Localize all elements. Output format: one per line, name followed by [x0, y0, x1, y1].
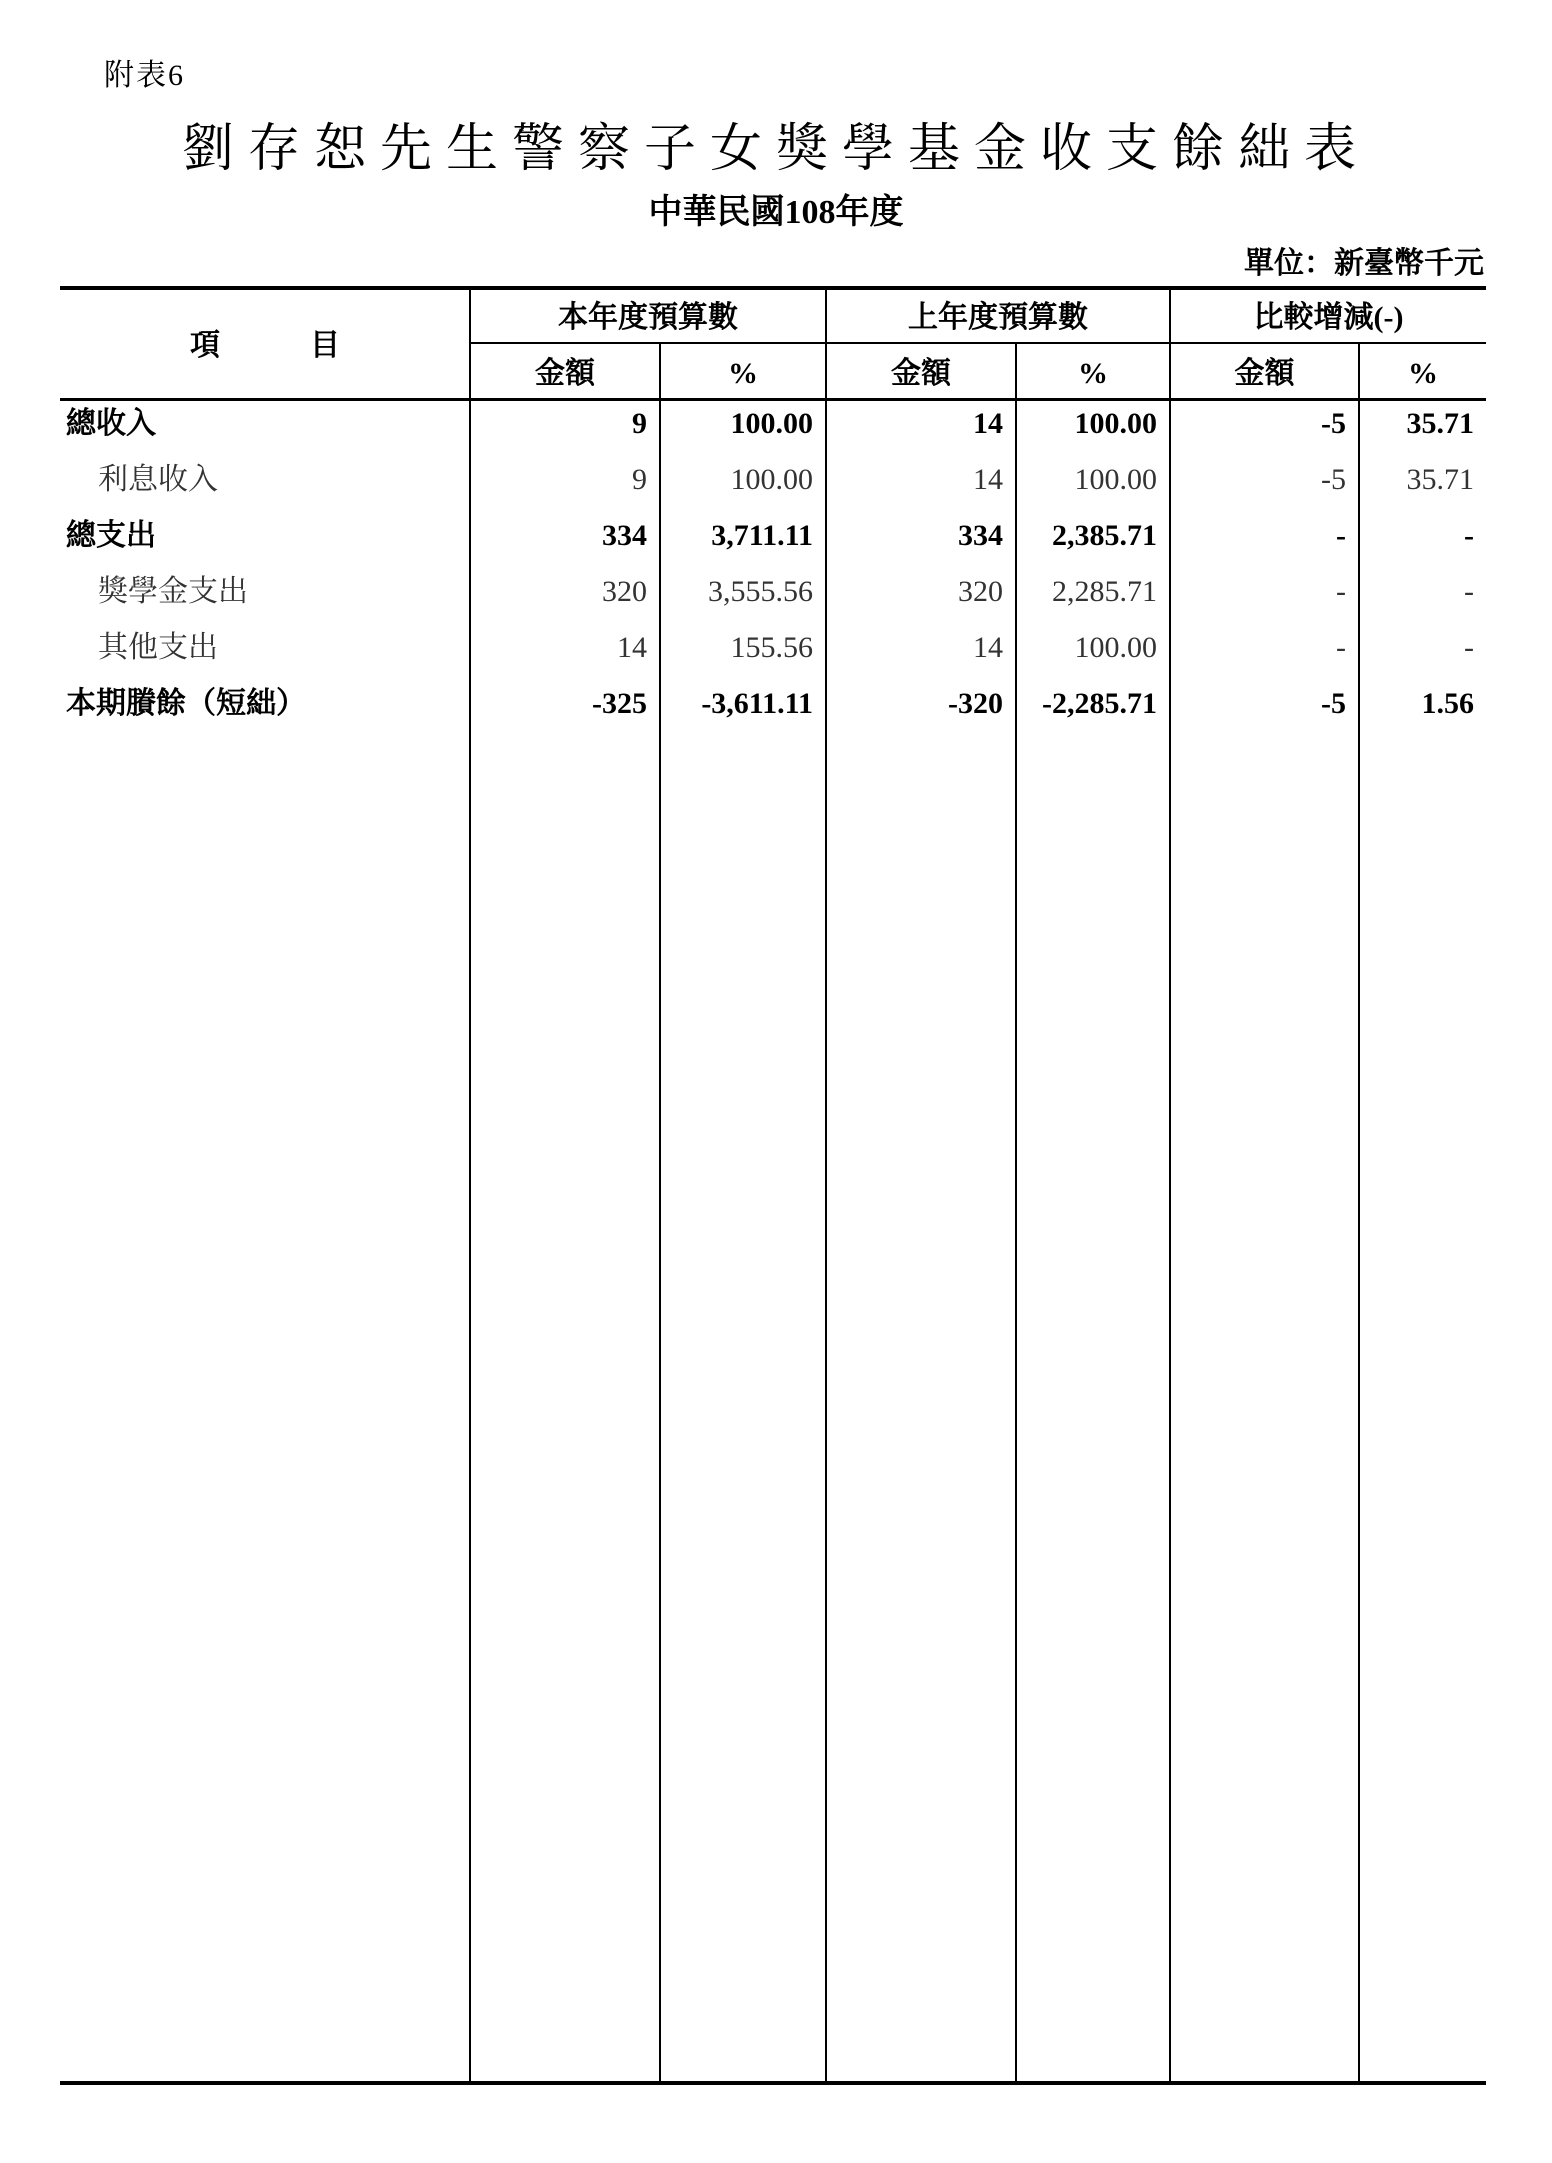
fiscal-year: 中華民國108年度 [648, 194, 904, 231]
row-label: 獎學金支出 [98, 575, 248, 608]
previous-percent: -2,285.71 [1042, 687, 1157, 720]
row-label: 其他支出 [98, 631, 218, 664]
previous-amount: 14 [973, 407, 1003, 440]
change-percent: 1.56 [1421, 687, 1474, 720]
current-percent: 3,555.56 [708, 575, 813, 608]
previous-amount: 334 [958, 519, 1003, 552]
current-percent: 3,711.11 [711, 519, 813, 552]
previous-amount: -320 [948, 687, 1003, 720]
previous-percent: 2,285.71 [1052, 575, 1157, 608]
change-percent: - [1464, 519, 1474, 552]
row-label: 本期賸餘（短絀） [66, 687, 306, 720]
previous-amount: 14 [973, 631, 1003, 664]
table-bottom-rule [60, 2081, 1486, 2085]
col-divider-5 [1169, 288, 1171, 2082]
appendix-label: 附表6 [104, 59, 185, 92]
current-amount: 320 [602, 575, 647, 608]
header-previous-amount: 金額 [891, 357, 951, 390]
change-amount: -5 [1321, 687, 1346, 720]
header-current-percent: % [728, 357, 758, 390]
header-change: 比較增減(-) [1253, 301, 1404, 334]
row-label: 總收入 [66, 407, 156, 440]
table-top-rule [60, 286, 1486, 290]
header-change-percent: % [1408, 357, 1438, 390]
change-amount: - [1336, 519, 1346, 552]
header-bottom-rule [60, 398, 1486, 401]
header-item: 項 目 [190, 329, 340, 362]
header-mid-rule [470, 342, 1486, 344]
current-amount: 9 [632, 407, 647, 440]
current-percent: 155.56 [730, 631, 813, 664]
previous-percent: 100.00 [1074, 631, 1157, 664]
current-percent: 100.00 [730, 463, 813, 496]
row-label: 總支出 [66, 519, 156, 552]
change-percent: 35.71 [1406, 463, 1474, 496]
unit-label: 單位：新臺幣千元 [1244, 247, 1484, 280]
col-divider-3 [825, 288, 827, 2082]
header-previous-percent: % [1078, 357, 1108, 390]
change-percent: 35.71 [1406, 407, 1474, 440]
change-percent: - [1464, 631, 1474, 664]
header-current-budget: 本年度預算數 [558, 301, 738, 334]
current-percent: -3,611.11 [701, 687, 813, 720]
change-percent: - [1464, 575, 1474, 608]
change-amount: -5 [1321, 463, 1346, 496]
change-amount: - [1336, 575, 1346, 608]
header-current-amount: 金額 [535, 357, 595, 390]
header-change-amount: 金額 [1234, 357, 1295, 390]
current-percent: 100.00 [730, 407, 813, 440]
header-previous-budget: 上年度預算數 [908, 301, 1088, 334]
col-divider-1 [469, 288, 471, 2082]
current-amount: 14 [617, 631, 647, 664]
previous-amount: 14 [973, 463, 1003, 496]
current-amount: -325 [592, 687, 647, 720]
previous-percent: 100.00 [1074, 407, 1157, 440]
previous-percent: 100.00 [1074, 463, 1157, 496]
current-amount: 9 [632, 463, 647, 496]
change-amount: - [1336, 631, 1346, 664]
previous-amount: 320 [958, 575, 1003, 608]
previous-percent: 2,385.71 [1052, 519, 1157, 552]
page-title: 劉存恕先生警察子女獎學基金收支餘絀表 [181, 121, 1370, 178]
current-amount: 334 [602, 519, 647, 552]
change-amount: -5 [1321, 407, 1346, 440]
row-label: 利息收入 [98, 463, 218, 496]
